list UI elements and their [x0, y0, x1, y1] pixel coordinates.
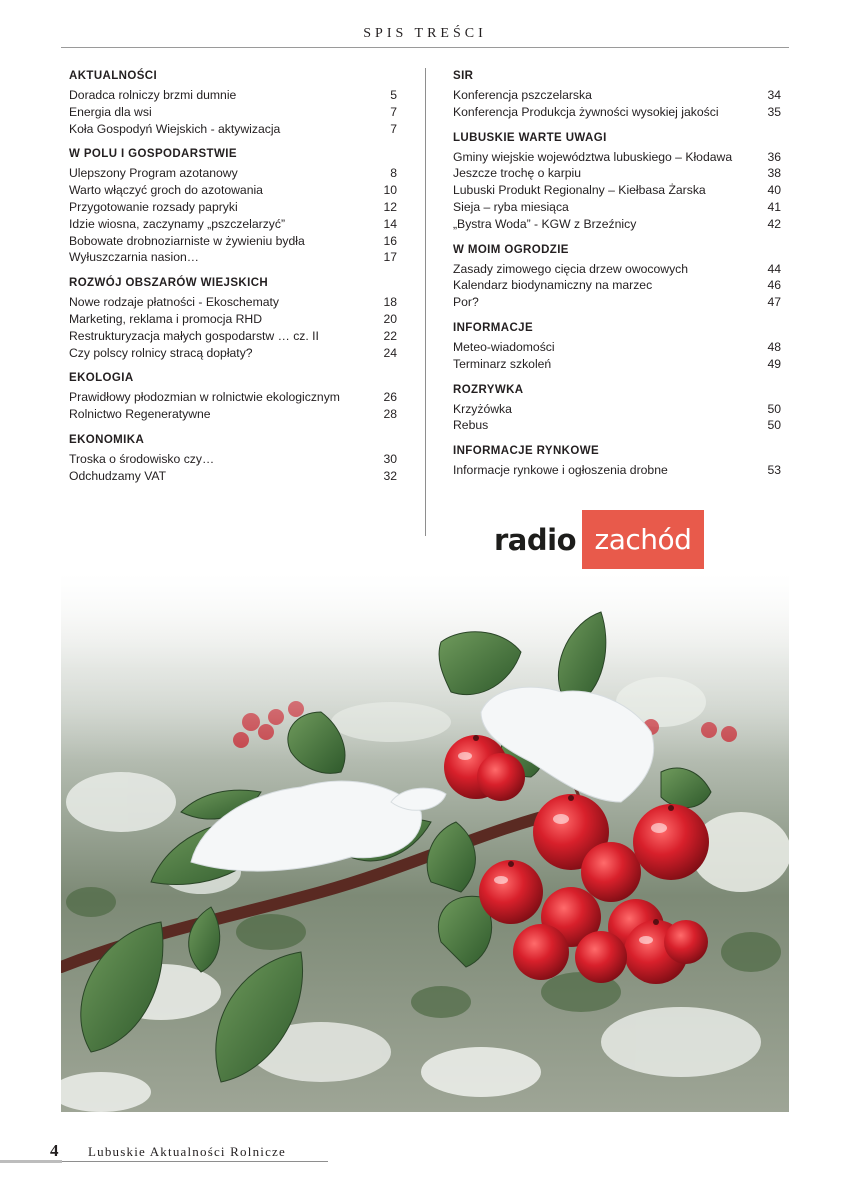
- photo-illustration: [61, 572, 789, 1112]
- toc-entry-page: 46: [767, 278, 781, 293]
- footer-rule: [62, 1161, 328, 1162]
- toc-section-title: AKTUALNOŚCI: [69, 70, 158, 82]
- toc-entry[interactable]: [69, 87, 397, 104]
- toc-entry[interactable]: [453, 87, 781, 104]
- toc-section-title: SIR: [453, 70, 474, 82]
- toc-entry-label: Troska o środowisko czy…: [69, 451, 215, 466]
- toc-entry-page: 50: [767, 401, 781, 416]
- toc-entry[interactable]: [69, 182, 397, 199]
- toc-entry[interactable]: [453, 199, 781, 216]
- toc-entry-label: Gminy wiejskie województwa lubuskiego – Kłodawa: [453, 149, 733, 164]
- toc-entry-page: 50: [767, 418, 781, 433]
- toc-entry[interactable]: [453, 165, 781, 182]
- toc-entry[interactable]: [453, 182, 781, 199]
- toc-entry-label: Restrukturyzacja małych gospodarstw … cz. II: [69, 328, 319, 343]
- toc-entry[interactable]: [453, 104, 781, 121]
- toc-entry-label: Przygotowanie rozsady papryki: [69, 199, 238, 214]
- toc-entry-page: 17: [383, 250, 397, 265]
- toc-entry-label: Wyłuszczarnia nasion…: [69, 250, 199, 265]
- toc-entry-label: Kalendarz biodynamiczny na marzec: [453, 278, 653, 293]
- toc-entry-label: Zasady zimowego cięcia drzew owocowych: [453, 261, 689, 276]
- toc-entry-page: 24: [383, 345, 397, 360]
- toc-section-title: EKOLOGIA: [69, 372, 134, 385]
- toc-entry-label: Idzie wiosna, zaczynamy „pszczelarzyć”: [69, 216, 286, 231]
- toc-entry[interactable]: [69, 345, 397, 362]
- footer-bar: [0, 1160, 62, 1163]
- toc-section-title: LUBUSKIE WARTE UWAGI: [453, 131, 607, 144]
- footer-publication-title: Lubuskie Aktualności Rolnicze: [88, 1144, 286, 1159]
- toc-section-title: INFORMACJE: [453, 321, 534, 334]
- toc-entry-page: 7: [390, 121, 397, 136]
- toc-entry-label: Informacje rynkowe i ogłoszenia drobne: [453, 463, 668, 478]
- toc-entry-label: Konferencja Produkcja żywności wysokiej jakości: [453, 104, 719, 119]
- toc-entry-page: 20: [383, 311, 397, 326]
- toc-section-title: ROZRYWKA: [453, 383, 524, 396]
- toc-entry-label: „Bystra Woda” - KGW z Brzeźnicy: [453, 216, 637, 231]
- toc-entry[interactable]: [69, 216, 397, 233]
- toc-entry-label: Lubuski Produkt Regionalny – Kiełbasa Żarska: [453, 183, 706, 198]
- toc-entry-label: Prawidłowy płodozmian w rolnictwie ekologicznym: [69, 390, 340, 405]
- toc-right-column: [453, 68, 781, 488]
- toc-entry-label: Doradca rolniczy brzmi dumnie: [69, 88, 237, 102]
- logo-word-radio: radio: [494, 522, 576, 557]
- toc-section-title: W POLU I GOSPODARSTWIE: [69, 148, 237, 161]
- toc-entry-page: 28: [383, 407, 397, 422]
- toc-entry[interactable]: [69, 328, 397, 345]
- toc-entry[interactable]: [453, 417, 781, 434]
- toc-section: [69, 432, 397, 485]
- toc-entry-page: 38: [767, 166, 781, 181]
- toc-entry-label: Koła Gospodyń Wiejskich - aktywizacja: [69, 121, 281, 136]
- toc-entry-label: Marketing, reklama i promocja RHD: [69, 311, 263, 326]
- toc-section: [69, 146, 397, 266]
- header-rule: [61, 47, 789, 48]
- toc-entry-page: 14: [383, 216, 397, 231]
- toc-entry[interactable]: [453, 462, 781, 479]
- toc-entry-page: 7: [390, 104, 397, 119]
- toc-entry-label: Konferencja pszczelarska: [453, 88, 592, 102]
- toc-entry[interactable]: [453, 277, 781, 294]
- toc-entry-label: Meteo-wiadomości: [453, 339, 555, 354]
- page-title: SPIS TREŚCI: [363, 26, 487, 41]
- toc-entry-label: Terminarz szkoleń: [453, 356, 552, 371]
- toc-section: [453, 242, 781, 311]
- toc-entry-page: 40: [767, 183, 781, 198]
- toc-entry-page: 32: [383, 468, 397, 483]
- toc-entry-label: Odchudzamy VAT: [69, 468, 167, 483]
- toc-entry-page: 42: [767, 216, 781, 231]
- logo-word-zachod: zachód: [582, 510, 704, 569]
- toc-entry-label: Krzyżówka: [453, 401, 512, 416]
- toc-entry[interactable]: [69, 468, 397, 485]
- toc-section: [69, 68, 397, 137]
- toc-section: [453, 68, 781, 121]
- toc-entry-label: Energia dla wsi: [69, 104, 152, 119]
- toc-entry[interactable]: [69, 311, 397, 328]
- toc-section: [453, 320, 781, 373]
- toc-entry[interactable]: [69, 104, 397, 121]
- toc-entry-page: 30: [383, 451, 397, 466]
- toc-entry-page: 8: [390, 166, 397, 181]
- toc-entry-label: Czy polscy rolnicy stracą dopłaty?: [69, 345, 253, 360]
- toc-entry-label: Jeszcze trochę o karpiu: [453, 166, 582, 181]
- toc-entry[interactable]: [69, 165, 397, 182]
- toc-entry-label: Ulepszony Program azotanowy: [69, 166, 238, 181]
- toc-entry-page: 41: [767, 199, 781, 214]
- toc-entry-page: 35: [767, 104, 781, 119]
- toc-entry-page: 34: [767, 88, 781, 102]
- toc-entry-label: Por?: [453, 295, 479, 310]
- toc-entry[interactable]: [69, 406, 397, 423]
- toc-entry-label: Warto włączyć groch do azotowania: [69, 183, 263, 198]
- toc-section: [69, 275, 397, 361]
- toc-entry-label: Nowe rodzaje płatności - Ekoschematy: [69, 295, 279, 310]
- toc-section: [453, 443, 781, 479]
- toc-entry-label: Rolnictwo Regeneratywne: [69, 407, 211, 422]
- toc-entry-label: Rebus: [453, 418, 489, 433]
- toc-entry-page: 53: [767, 463, 781, 478]
- toc-entry-page: 12: [383, 199, 397, 214]
- toc-entry-page: 16: [383, 233, 397, 248]
- toc-entry[interactable]: [453, 149, 781, 166]
- toc-entry[interactable]: [453, 216, 781, 233]
- toc-entry[interactable]: [453, 294, 781, 311]
- toc-entry[interactable]: [69, 389, 397, 406]
- column-divider: [425, 68, 426, 536]
- toc-section: [453, 130, 781, 233]
- toc-section-title: W MOIM OGRODZIE: [453, 243, 569, 256]
- footer-page-number: 4: [50, 1141, 59, 1160]
- radio-zachod-logo[interactable]: [494, 510, 707, 569]
- toc-entry-page: 22: [383, 328, 397, 343]
- toc-entry-page: 5: [390, 88, 397, 102]
- toc-entry[interactable]: [69, 451, 397, 468]
- toc-section-title: EKONOMIKA: [69, 433, 145, 446]
- toc-entry[interactable]: [69, 233, 397, 250]
- toc-section: [69, 370, 397, 423]
- toc-entry-page: 10: [383, 183, 397, 198]
- toc-section-title: ROZWÓJ OBSZARÓW WIEJSKICH: [69, 277, 269, 290]
- toc-entry-page: 48: [767, 339, 781, 354]
- toc-entry[interactable]: [453, 261, 781, 278]
- toc-entry-page: 49: [767, 356, 781, 371]
- toc-entry-page: 47: [767, 295, 781, 310]
- toc-entry-page: 36: [767, 149, 781, 164]
- toc-entry[interactable]: [69, 249, 397, 266]
- toc-entry[interactable]: [453, 356, 781, 373]
- toc-entry[interactable]: [453, 401, 781, 418]
- toc-entry-page: 44: [767, 261, 781, 276]
- toc-entry[interactable]: [69, 199, 397, 216]
- winter-berries-photo: [61, 572, 789, 1112]
- toc-entry-label: Sieja – ryba miesiąca: [453, 199, 569, 214]
- toc-entry-page: 26: [383, 390, 397, 405]
- toc-section-title: INFORMACJE RYNKOWE: [453, 445, 600, 458]
- toc-entry[interactable]: [69, 121, 397, 138]
- toc-entry[interactable]: [69, 294, 397, 311]
- toc-section: [453, 382, 781, 435]
- toc-entry-label: Bobowate drobnoziarniste w żywieniu bydła: [69, 233, 305, 248]
- toc-entry-page: 18: [383, 295, 397, 310]
- toc-left-column: [69, 68, 397, 494]
- toc-entry[interactable]: [453, 339, 781, 356]
